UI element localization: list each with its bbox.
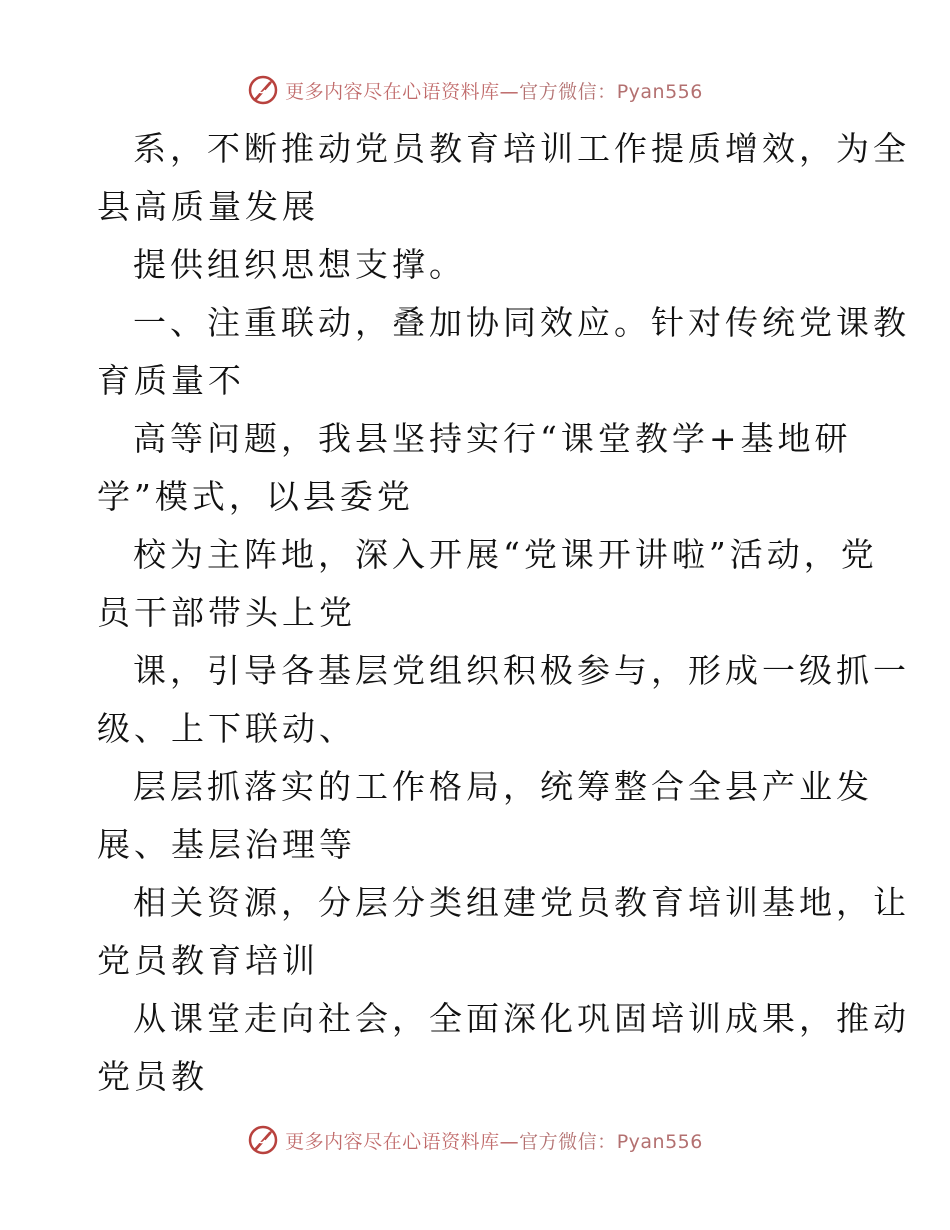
- body-line: 党员教: [97, 1057, 208, 1096]
- body-line: 县高质量发展: [97, 187, 319, 226]
- body-line: 提供组织思想支撑。: [133, 245, 466, 284]
- quill-logo-icon: [247, 74, 279, 106]
- body-line: 学”模式，以县委党: [97, 477, 414, 516]
- body-line: 党员教育培训: [97, 941, 319, 980]
- body-line: 系，不断推动党员教育培训工作提质增效，为全: [133, 129, 910, 168]
- header-banner-text: [285, 77, 703, 104]
- body-line: 一、注重联动，叠加协同效应。针对传统党课教: [133, 303, 910, 342]
- header-banner-wechat-label: 官方微信：: [519, 80, 617, 103]
- header-banner-separator: —: [499, 80, 520, 103]
- footer-banner-wechat-id: Pyan556: [616, 1130, 703, 1153]
- document-body: [97, 120, 910, 1106]
- body-line: 校为主阵地，深入开展“党课开讲啦”活动，党: [133, 535, 878, 574]
- body-line: 相关资源，分层分类组建党员教育培训基地，让: [133, 883, 910, 922]
- body-line: 课，引导各基层党组织积极参与，形成一级抓一: [133, 651, 910, 690]
- header-watermark-banner: [0, 70, 950, 110]
- quill-logo-icon: [247, 1124, 279, 1156]
- header-banner-slogan: 更多内容尽在心语资料库: [285, 80, 500, 103]
- footer-banner-text: [285, 1127, 703, 1154]
- footer-banner-slogan: 更多内容尽在心语资料库: [285, 1130, 500, 1153]
- body-line: 育质量不: [97, 361, 245, 400]
- body-line: 展、基层治理等: [97, 825, 356, 864]
- body-line: 级、上下联动、: [97, 709, 356, 748]
- body-line: 层层抓落实的工作格局，统筹整合全县产业发: [133, 767, 873, 806]
- footer-banner-wechat-label: 官方微信：: [519, 1130, 617, 1153]
- footer-watermark-banner: [0, 1120, 950, 1160]
- body-line: 从课堂走向社会，全面深化巩固培训成果，推动: [133, 999, 910, 1038]
- body-line: 员干部带头上党: [97, 593, 356, 632]
- footer-banner-separator: —: [499, 1130, 520, 1153]
- header-banner-wechat-id: Pyan556: [616, 80, 703, 103]
- body-line: 高等问题，我县坚持实行“课堂教学+基地研: [133, 419, 852, 458]
